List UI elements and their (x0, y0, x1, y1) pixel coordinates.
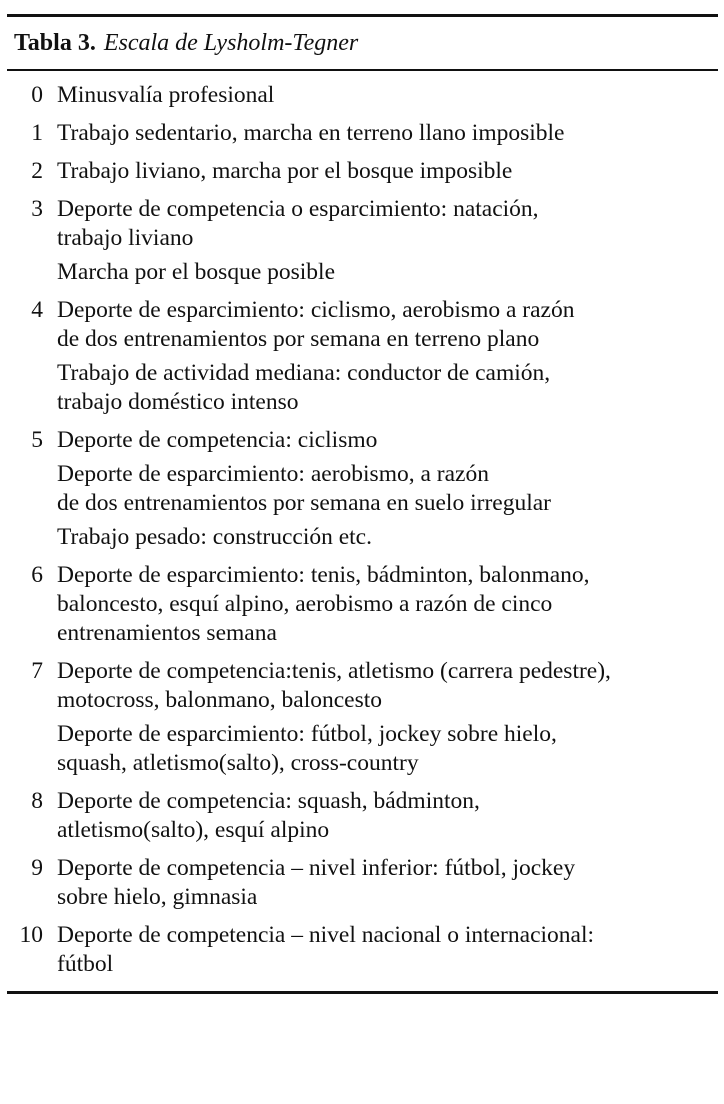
row-text: Trabajo liviano, marcha por el bosque imposible (57, 157, 513, 184)
row-text: atletismo(salto), esquí alpino (57, 816, 330, 843)
row-text: Trabajo sedentario, marcha en terreno llano imposible (57, 119, 565, 146)
row-text: Minusvalía profesional (57, 81, 275, 108)
row-text: Deporte de competencia: squash, bádminton, (57, 787, 480, 814)
table-label: Tabla 3. (14, 29, 96, 56)
row-text: Deporte de esparcimiento: aerobismo, a razón (57, 460, 489, 487)
row-score: 7 (31, 657, 43, 684)
row-text: de dos entrenamientos por semana en suelo irregular (57, 489, 551, 516)
table-row (7, 195, 718, 287)
row-text: de dos entrenamientos por semana en terreno plano (57, 325, 540, 352)
row-text: entrenamientos semana (57, 619, 277, 646)
table-row (7, 854, 718, 912)
table-body (7, 71, 718, 991)
row-score: 2 (31, 157, 43, 184)
bottom-rule (7, 991, 718, 994)
row-text: Trabajo de actividad mediana: conductor de camión, (57, 359, 551, 386)
row-score: 6 (31, 561, 43, 588)
table-row (7, 119, 718, 148)
row-text: motocross, balonmano, baloncesto (57, 686, 383, 713)
row-score: 3 (31, 195, 43, 222)
row-score: 9 (31, 854, 43, 881)
row-text: Deporte de esparcimiento: fútbol, jockey sobre hielo, (57, 720, 557, 747)
row-text: Deporte de competencia:tenis, atletismo (carrera pedestre), (57, 657, 611, 684)
row-text: Trabajo pesado: construcción etc. (57, 523, 372, 550)
table-title: Escala de Lysholm-Tegner (103, 29, 359, 56)
row-text: sobre hielo, gimnasia (57, 883, 258, 910)
row-text: Deporte de competencia – nivel inferior: fútbol, jockey (57, 854, 576, 881)
table-row (7, 81, 718, 110)
table-row (7, 561, 718, 648)
table-row (7, 426, 718, 552)
table-row (7, 296, 718, 417)
row-text: Deporte de competencia: ciclismo (57, 426, 378, 453)
table-caption (7, 17, 718, 69)
row-score: 5 (31, 426, 43, 453)
row-text: Deporte de esparcimiento: ciclismo, aerobismo a razón (57, 296, 575, 323)
table-row (7, 157, 718, 186)
row-text: Deporte de competencia – nivel nacional o internacional: (57, 921, 595, 948)
row-text: trabajo doméstico intenso (57, 388, 299, 415)
table-row (7, 921, 718, 979)
row-text: squash, atletismo(salto), cross-country (57, 749, 419, 776)
table-row (7, 657, 718, 778)
table-row (7, 787, 718, 845)
row-text: trabajo liviano (57, 224, 194, 251)
row-text: Marcha por el bosque posible (57, 258, 336, 285)
row-score: 10 (19, 921, 43, 948)
row-score: 8 (31, 787, 43, 814)
row-text: baloncesto, esquí alpino, aerobismo a razón de cinco (57, 590, 553, 617)
row-score: 4 (31, 296, 43, 323)
lysholm-tegner-table (7, 14, 718, 994)
row-score: 1 (31, 119, 43, 146)
row-score: 0 (31, 81, 43, 108)
row-text: fútbol (57, 950, 114, 977)
row-text: Deporte de competencia o esparcimiento: natación, (57, 195, 539, 222)
row-text: Deporte de esparcimiento: tenis, bádminton, balonmano, (57, 561, 590, 588)
